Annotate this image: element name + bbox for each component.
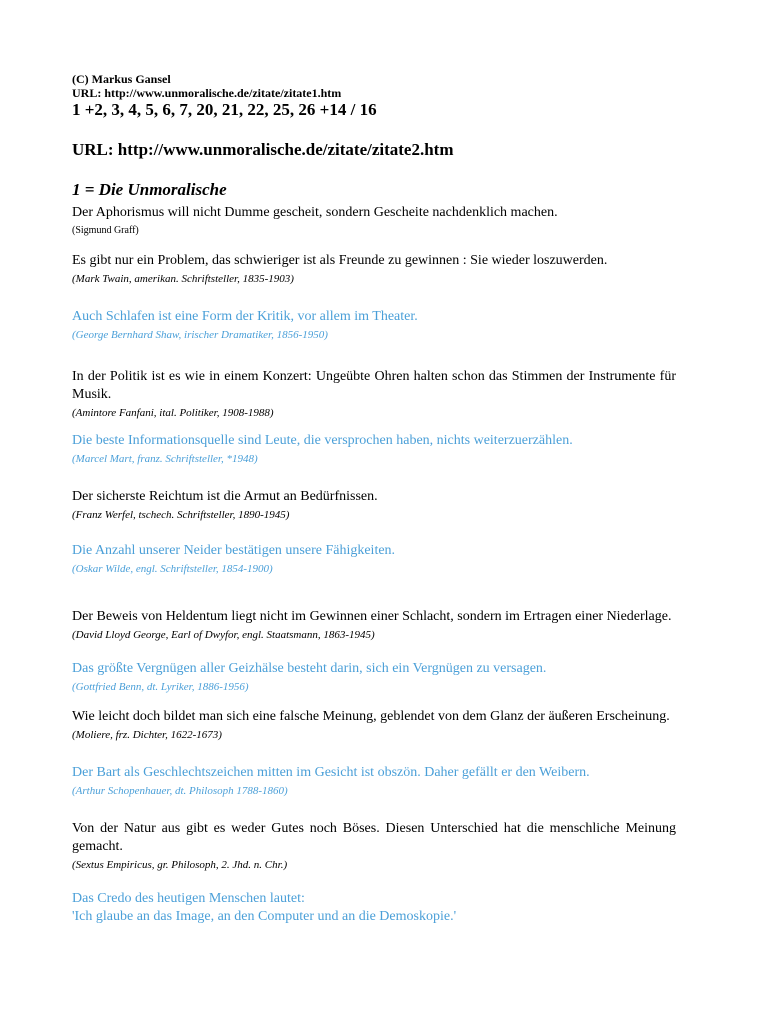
quote-source: (George Bernhard Shaw, irischer Dramatiker, 1856-1950) — [72, 329, 328, 341]
quote-item — [72, 432, 676, 466]
quote-source: (Franz Werfel, tschech. Schriftsteller, 1890-1945) — [72, 509, 290, 521]
quote-text: Der Beweis von Heldentum liegt nicht im Gewinnen einer Schlacht, sondern im Ertragen einer Niederlage. — [72, 609, 672, 624]
quote-item — [72, 308, 676, 342]
quote-source: (Oskar Wilde, engl. Schriftsteller, 1854-1900) — [72, 563, 273, 575]
quote-item — [72, 708, 676, 742]
quote-source: (Sigmund Graff) — [72, 225, 139, 236]
quote-source: (Gottfried Benn, dt. Lyriker, 1886-1956) — [72, 681, 249, 693]
quote-text: Die Anzahl unserer Neider bestätigen unsere Fähigkeiten. — [72, 543, 396, 558]
quote-item — [72, 542, 676, 576]
quote-text: Der Bart als Geschlechtszeichen mitten im Gesicht ist obszön. Daher gefällt er den Weibern. — [72, 765, 590, 780]
quote-item — [72, 764, 676, 798]
quote-text: Die beste Informationsquelle sind Leute, die versprochen haben, nichts weiterzuerzählen. — [72, 433, 573, 448]
quote-item — [72, 660, 676, 694]
quote-text: Es gibt nur ein Problem, das schwieriger ist als Freunde zu gewinnen : Sie wieder loszuwerden. — [72, 253, 608, 268]
source-url-line: URL: http://www.unmoralische.de/zitate/zitate1.htm — [72, 86, 342, 100]
quote-text: Wie leicht doch bildet man sich eine falsche Meinung, geblendet von dem Glanz der äußeren Erscheinung. — [72, 709, 670, 724]
quote-text: Der Aphorismus will nicht Dumme gescheit, sondern Gescheite nachdenklich machen. — [72, 205, 558, 220]
quote-source: (Mark Twain, amerikan. Schriftsteller, 1835-1903) — [72, 273, 294, 285]
quote-text: Das größte Vergnügen aller Geizhälse besteht darin, sich ein Vergnügen zu versagen. — [72, 661, 547, 676]
quote-item — [72, 252, 676, 286]
quote-source: (Arthur Schopenhauer, dt. Philosoph 1788-1860) — [72, 785, 288, 797]
quote-item — [72, 488, 676, 522]
quote-item — [72, 368, 676, 420]
quote-source: (Marcel Mart, franz. Schriftsteller, *1948) — [72, 453, 258, 465]
quote-source: (Moliere, frz. Dichter, 1622-1673) — [72, 729, 222, 741]
quote-item — [72, 820, 676, 872]
quote-source: (Amintore Fanfani, ital. Politiker, 1908-1988) — [72, 407, 274, 419]
copyright-line: (C) Markus Gansel — [72, 72, 171, 86]
quote-item — [72, 608, 676, 642]
quote-source: (Sextus Empiricus, gr. Philosoph, 2. Jhd. n. Chr.) — [72, 859, 288, 871]
quote-numbers: 1 +2, 3, 4, 5, 6, 7, 20, 21, 22, 25, 26 +14 / 16 — [72, 100, 377, 119]
quote-text: Das Credo des heutigen Menschen lautet: — [72, 891, 305, 906]
quote-text: Auch Schlafen ist eine Form der Kritik, vor allem im Theater. — [72, 309, 418, 324]
main-url: URL: http://www.unmoralische.de/zitate/zitate2.htm — [72, 140, 454, 159]
quote-text: Von der Natur aus gibt es weder Gutes noch Böses. Diesen Unterschied hat die menschliche Meinung gemacht. — [72, 821, 676, 854]
section-title: 1 = Die Unmoralische — [72, 180, 227, 199]
document-page — [72, 72, 676, 926]
quote-text: In der Politik ist es wie in einem Konzert: Ungeübte Ohren halten schon das Stimmen der Instrumente für Musik. — [72, 369, 676, 402]
quote-text: Der sicherste Reichtum ist die Armut an Bedürfnissen. — [72, 489, 378, 504]
quote-source: (David Lloyd George, Earl of Dwyfor, engl. Staatsmann, 1863-1945) — [72, 629, 375, 641]
quote-item — [72, 204, 676, 238]
quote-continuation: 'Ich glaube an das Image, an den Computer und an die Demoskopie.' — [72, 909, 457, 924]
quote-item — [72, 890, 676, 926]
